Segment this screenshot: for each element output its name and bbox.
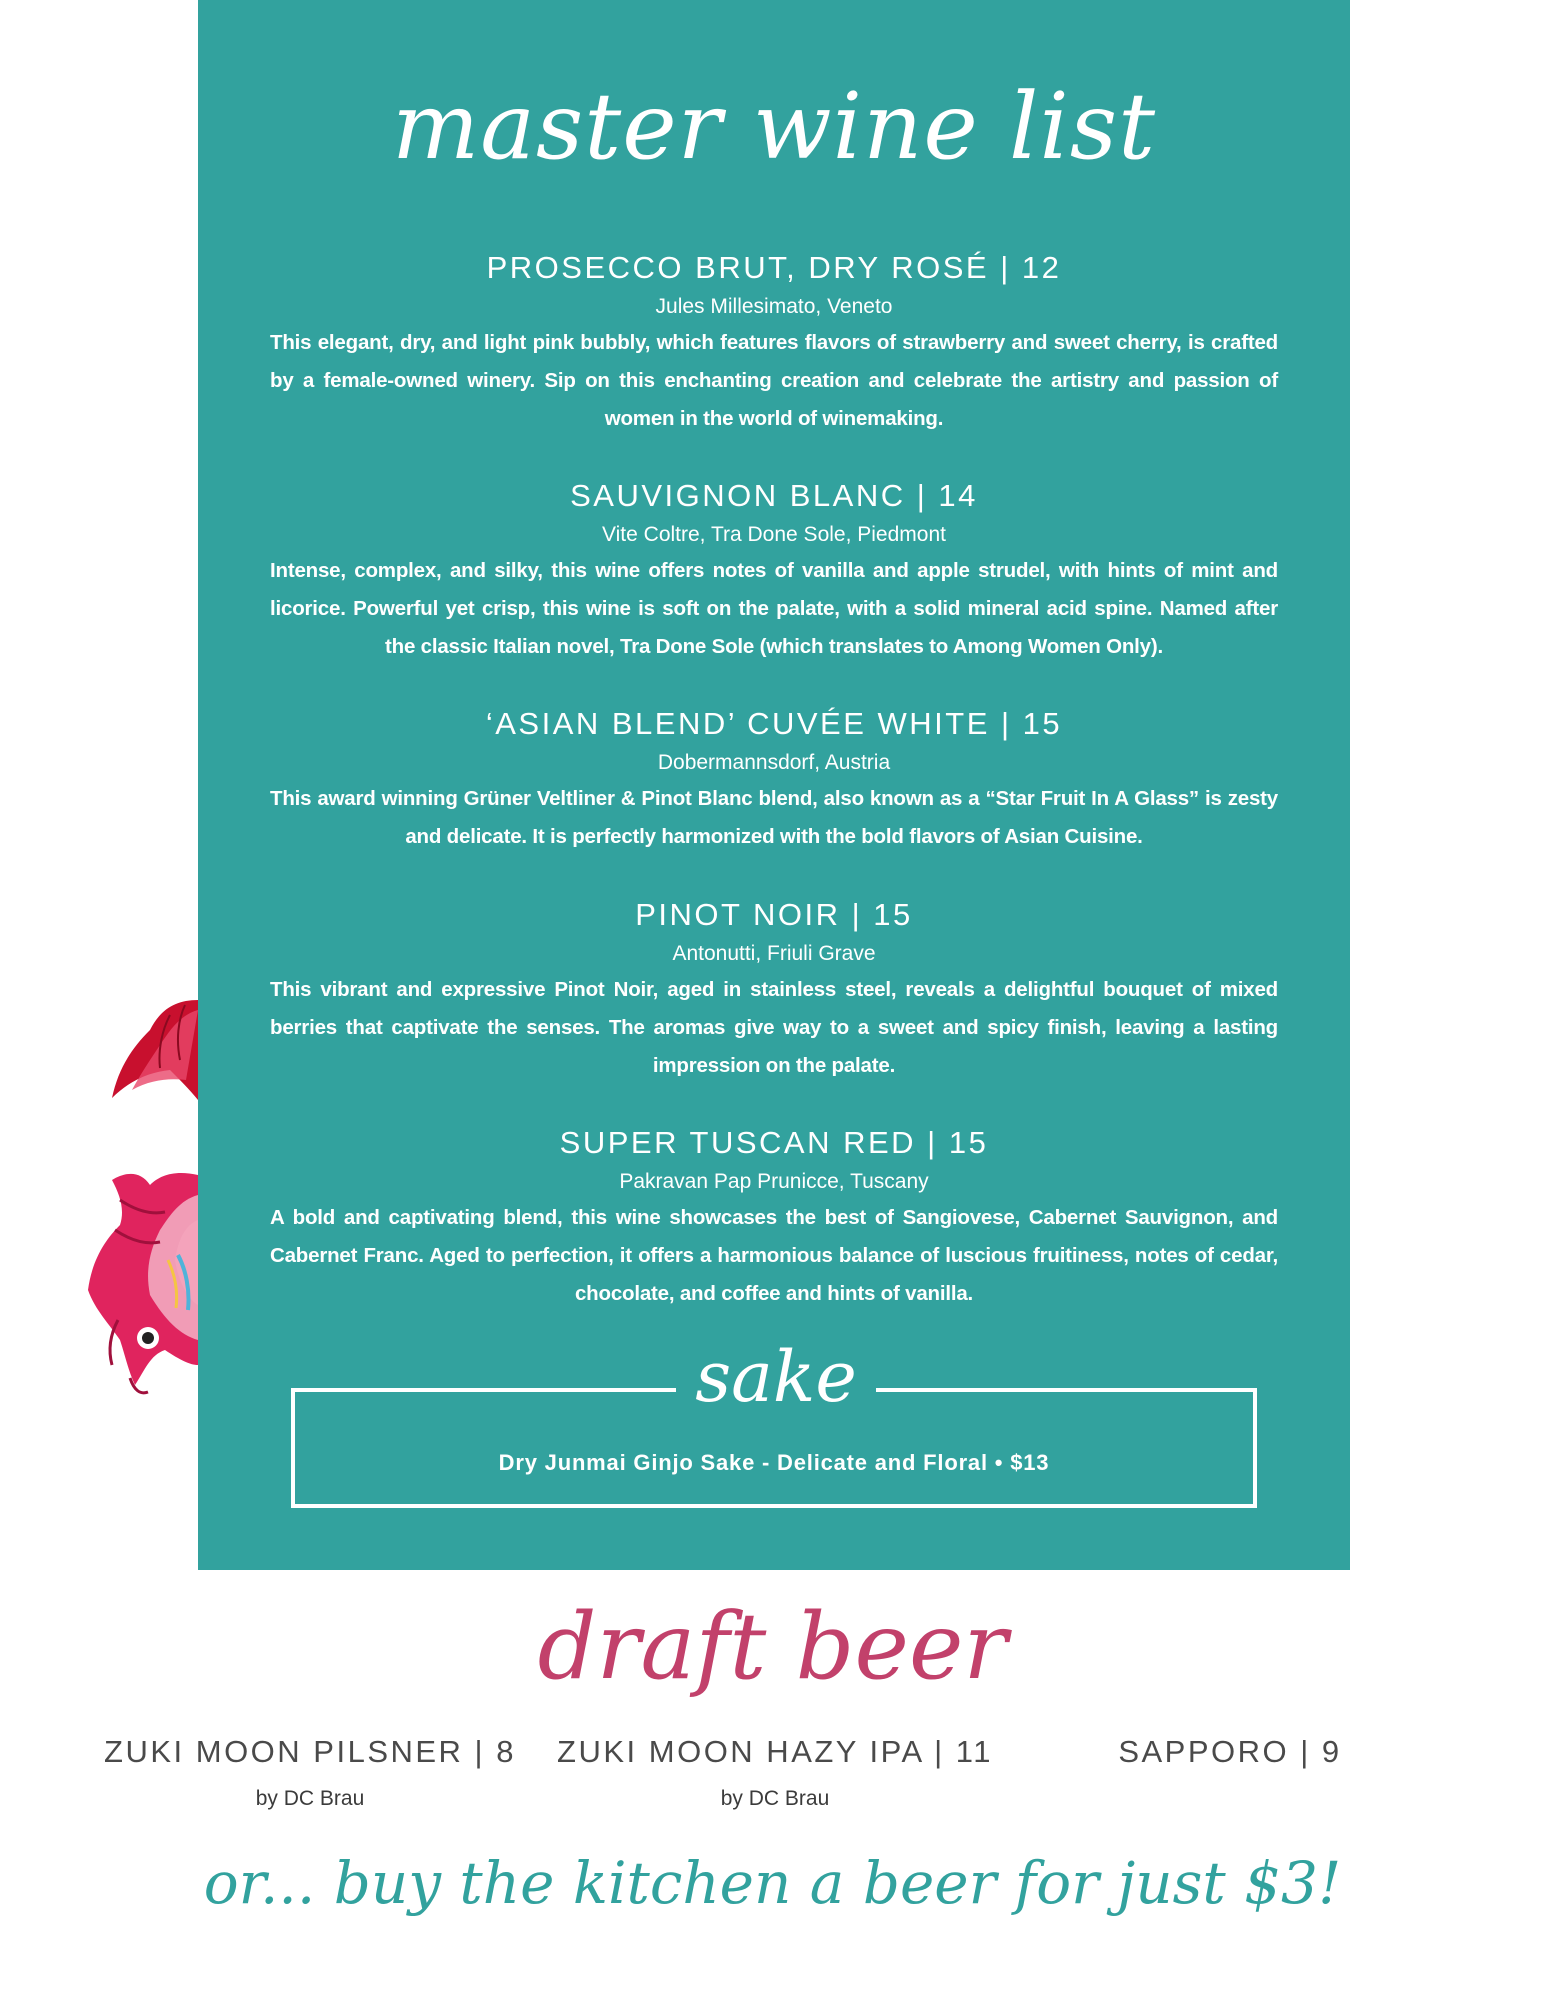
beer-name: SAPPORO | 9 (1118, 1734, 1342, 1769)
wine-origin: Antonutti, Friuli Grave (672, 942, 876, 965)
koi-tail-upper (112, 1000, 198, 1100)
beer-item (1110, 1732, 1350, 1772)
wine-item (270, 895, 1278, 1085)
wine-name: ‘ASIAN BLEND’ CUVÉE WHITE | 15 (485, 706, 1063, 741)
sake-item: Dry Junmai Ginjo Sake - Delicate and Floral • $13 (498, 1450, 1050, 1475)
beer-brewer: by DC Brau (720, 1787, 830, 1810)
wine-origin: Dobermannsdorf, Austria (657, 751, 891, 774)
kitchen-beer-footer: or... buy the kitchen a beer for just $3! (203, 1849, 1342, 1917)
wine-description: A bold and captivating blend, this wine showcases the best of Sangiovese, Cabernet Sauvignon, and Cabernet Franc. Aged to perfection, it offers a harmonious balance of luscious fruitiness, notes of cedar, chocolate, and coffee and hints of vanilla. (270, 1206, 1278, 1305)
wine-list-panel (198, 0, 1350, 1570)
wine-item (270, 704, 1278, 856)
wine-item (270, 1123, 1278, 1313)
wine-description: Intense, complex, and silky, this wine offers notes of vanilla and apple strudel, with hints of mint and licorice. Powerful yet crisp, this wine is soft on the palate, with a solid mineral acid spine. Named after the classic Italian novel, Tra Done Sole (which translates to Among Women Only). (270, 559, 1278, 658)
wine-origin: Pakravan Pap Prunicce, Tuscany (619, 1170, 929, 1193)
sake-title: sake (676, 1332, 876, 1422)
wine-origin: Vite Coltre, Tra Done Sole, Piedmont (602, 523, 946, 546)
wine-description: This award winning Grüner Veltliner & Pinot Blanc blend, also known as a “Star Fruit In A Glass” is zesty and delicate. It is perfectly harmonized with the bold flavors of Asian Cuisine. (270, 787, 1278, 848)
wine-name: PINOT NOIR | 15 (635, 897, 913, 932)
wine-item (270, 476, 1278, 666)
beer-brewer: by DC Brau (255, 1787, 365, 1810)
wine-origin: Jules Millesimato, Veneto (655, 295, 893, 318)
wine-item (270, 248, 1278, 438)
wine-description: This vibrant and expressive Pinot Noir, aged in stainless steel, reveals a delightful bouquet of mixed berries that captivate the senses. The aromas give way to a sweet and spicy finish, leaving a lasting impression on the palate. (270, 978, 1278, 1077)
beer-name: ZUKI MOON PILSNER | 8 (104, 1734, 516, 1769)
beer-item (555, 1732, 995, 1814)
wine-name: PROSECCO BRUT, DRY ROSÉ | 12 (486, 250, 1062, 285)
wine-description: This elegant, dry, and light pink bubbly, which features flavors of strawberry and sweet cherry, is crafted by a female-owned winery. Sip on this enchanting creation and celebrate the artistry and passion of women in the world of winemaking. (270, 331, 1278, 430)
draft-beer-title: draft beer (537, 1593, 1008, 1700)
koi-head-lower (88, 1173, 198, 1393)
wine-name: SAUVIGNON BLANC | 14 (570, 478, 978, 513)
beer-name: ZUKI MOON HAZY IPA | 11 (557, 1734, 993, 1769)
beer-item (100, 1732, 520, 1814)
wine-name: SUPER TUSCAN RED | 15 (559, 1125, 989, 1160)
wine-list-title: master wine list (391, 73, 1157, 180)
